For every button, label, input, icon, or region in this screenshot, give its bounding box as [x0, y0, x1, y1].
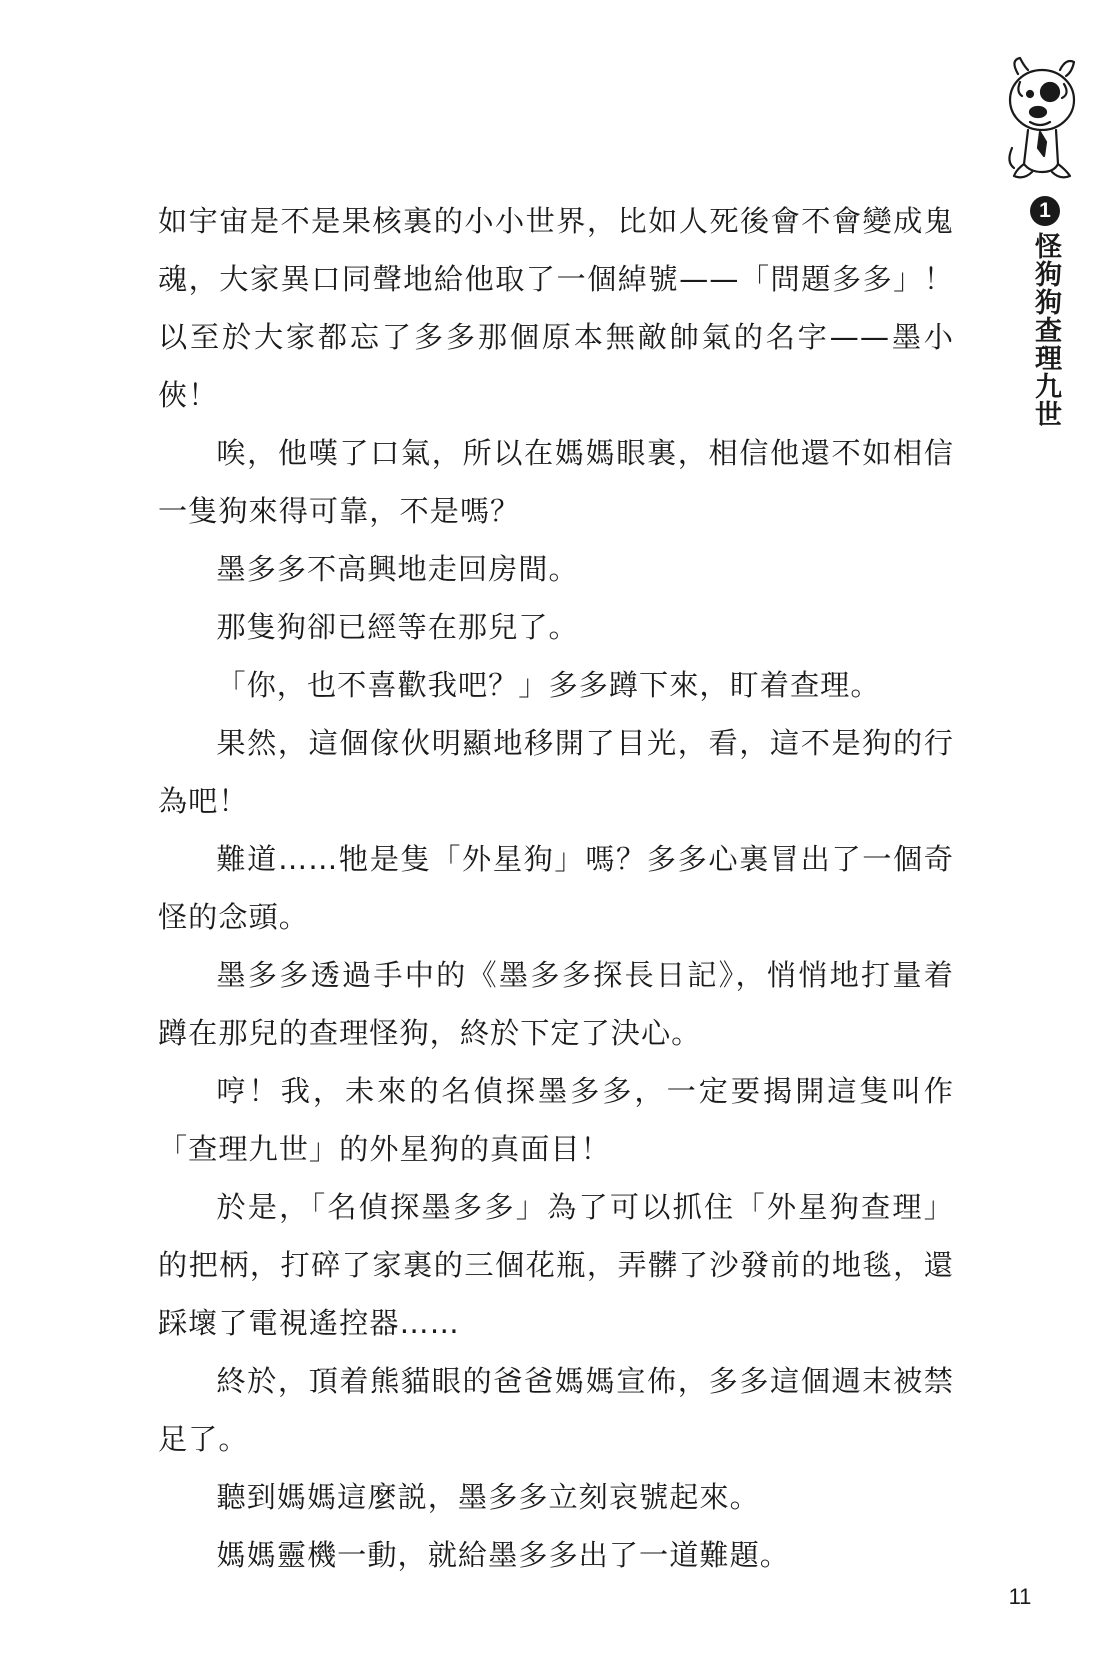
chapter-sidebar [1028, 196, 1062, 428]
paragraph: 如宇宙是不是果核裏的小小世界，比如人死後會不會變成鬼魂，大家異口同聲地給他取了一個綽號——「問題多多」！以至於大家都忘了多多那個原本無敵帥氣的名字——墨小俠！ [158, 204, 954, 412]
paragraph: 聽到媽媽這麼説，墨多多立刻哀號起來。 [216, 1480, 760, 1514]
paragraph: 終於，頂着熊貓眼的爸爸媽媽宣佈，多多這個週末被禁足了。 [158, 1364, 954, 1456]
paragraph: 墨多多透過手中的《墨多多探長日記》，悄悄地打量着蹲在那兒的查理怪狗，終於下定了決心。 [158, 958, 954, 1050]
chapter-title: 怪狗狗查理九世 [1030, 232, 1061, 428]
paragraph: 果然，這個傢伙明顯地移開了目光，看，這不是狗的行為吧！ [158, 726, 954, 818]
body-text [158, 192, 954, 1584]
dog-mascot-icon [1000, 52, 1084, 184]
page-number: 11 [1008, 1584, 1032, 1609]
paragraph: 墨多多不高興地走回房間。 [216, 552, 579, 586]
chapter-number-badge: 1 [1030, 196, 1060, 226]
paragraph: 媽媽靈機一動，就給墨多多出了一道難題。 [216, 1538, 790, 1572]
paragraph: 哼！我，未來的名偵探墨多多，一定要揭開這隻叫作「查理九世」的外星狗的真面目！ [158, 1074, 954, 1166]
paragraph: 於是，「名偵探墨多多」為了可以抓住「外星狗查理」的把柄，打碎了家裏的三個花瓶，弄髒了沙發前的地毯，還踩壞了電視遙控器…… [158, 1190, 954, 1340]
paragraph: 「你，也不喜歡我吧？」多多蹲下來，盯着查理。 [216, 668, 881, 702]
paragraph: 難道……牠是隻「外星狗」嗎？多多心裏冒出了一個奇怪的念頭。 [158, 842, 954, 934]
paragraph: 唉，他嘆了口氣，所以在媽媽眼裏，相信他還不如相信一隻狗來得可靠，不是嗎？ [158, 436, 954, 528]
paragraph: 那隻狗卻已經等在那兒了。 [216, 610, 579, 644]
